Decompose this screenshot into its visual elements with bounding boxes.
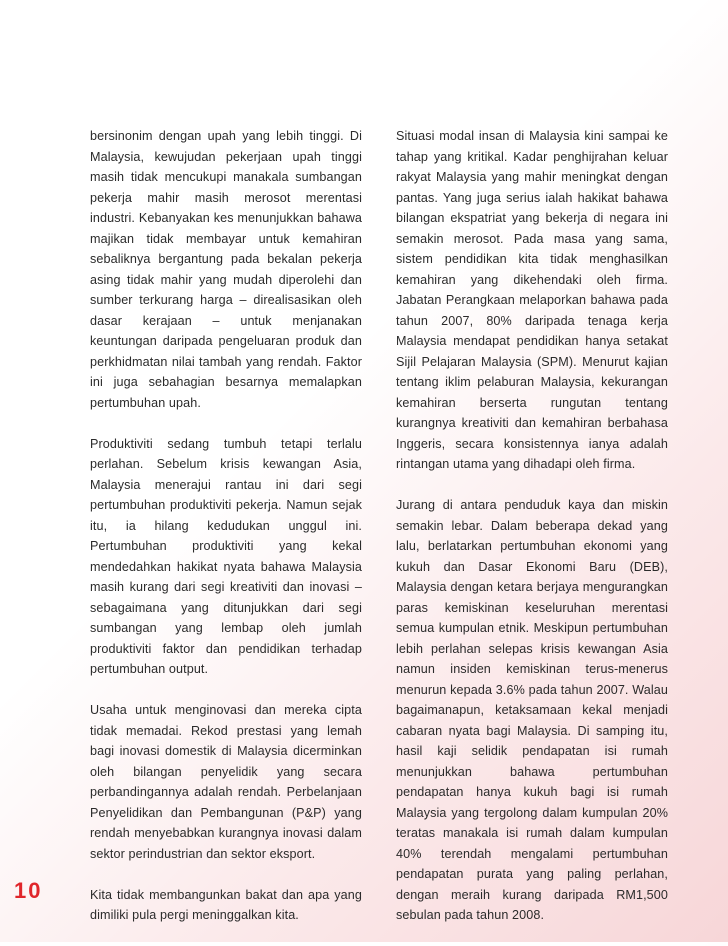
paragraph: Jurang di antara penduduk kaya dan miskin semakin lebar. Dalam beberapa dekad yang lalu, berlatarkan pertumbuhan ekonomi yang kukuh dan Dasar Ekonomi Baru (DEB), Malaysia dengan ketara berjaya mengurangkan paras kemiskinan keseluruhan merentasi semua kumpulan etnik. Meskipun pertumbuhan lebih perlahan selepas krisis kewangan Asia namun insiden kemiskinan terus-menerus menurun kepada 3.6% pada tahun 2007. Walau bagaimanapun, ketaksamaan kekal menjadi cabaran nyata bagi Malaysia. Di samping itu, hasil kaji selidik pendapatan isi rumah menunjukkan bahawa pertumbuhan pendapatan hanya kukuh bagi isi rumah Malaysia yang tergolong dalam kumpulan 20% teratas manakala isi rumah dalam kumpulan 40% terendah mengalami pertumbuhan pendapatan purata yang paling perlahan, dengan meraih kurang daripada RM1,500 sebulan pada tahun 2008. bbox=[396, 498, 668, 922]
paragraph: Kita tidak membangunkan bakat dan apa yang dimiliki pula pergi meninggalkan kita. bbox=[90, 887, 362, 922]
paragraph: Produktiviti sedang tumbuh tetapi terlalu perlahan. Sebelum krisis kewangan Asia, Malaysia menerajui rantau ini dari segi pertumbuhan produktiviti pekerja. Namun sejak itu, ia hilang kedudukan unggul ini. Pertumbuhan produktiviti yang kekal mendedahkan hakikat nyata bahawa Malaysia masih kurang dari segi kreativiti dan inovasi – sebagaimana yang ditunjukkan dari segi sumbangan yang lembap oleh jumlah produktiviti faktor dan pendidikan terhadap pertumbuhan output. bbox=[90, 436, 362, 676]
left-text-column bbox=[90, 126, 362, 946]
paragraph: bersinonim dengan upah yang lebih tinggi. Di Malaysia, kewujudan pekerjaan upah tinggi masih tidak mencukupi manakala sumbangan pekerja mahir masih merosot merentasi industri. Kebanyakan kes menunjukkan bahawa majikan tidak membayar untuk kemahiran sebaliknya bergantung pada bekalan pekerja asing tidak mahir yang mudah diperolehi dan sumber terkurang harga – direalisasikan oleh dasar kerajaan – untuk menjanakan keuntungan daripada pengeluaran produk dan perkhidmatan nilai tambah yang rendah. Faktor ini juga sebahagian besarnya memalapkan pertumbuhan upah. bbox=[90, 129, 362, 410]
paragraph: Situasi modal insan di Malaysia kini sampai ke tahap yang kritikal. Kadar penghijrahan keluar rakyat Malaysia yang mahir meningkat dengan pantas. Yang juga serius ialah hakikat bahawa bilangan ekspatriat yang bekerja di negara ini semakin merosot. Pada masa yang sama, sistem pendidikan kita tidak menghasilkan kemahiran yang dikehendaki oleh firma. Jabatan Perangkaan melaporkan bahawa pada tahun 2007, 80% daripada tenaga kerja Malaysia mendapat pendidikan hanya setakat Sijil Pelajaran Malaysia (SPM). Menurut kajian tentang iklim pelaburan Malaysia, kekurangan kemahiran berserta rungutan tentang kurangnya kreativiti dan kemahiran berbahasa Inggeris, secara konsistennya ianya adalah rintangan utama yang dihadapi oleh firma. bbox=[396, 129, 668, 471]
right-text-column bbox=[396, 126, 668, 946]
paragraph: Usaha untuk menginovasi dan mereka cipta tidak memadai. Rekod prestasi yang lemah bagi inovasi domestik di Malaysia dicerminkan oleh bilangan penyelidik yang secara perbandingannya adalah rendah. Perbelanjaan Penyelidikan dan Pembangunan (P&P) yang rendah menyebabkan kurangnya inovasi dalam sektor perindustrian dan sektor eksport. bbox=[90, 703, 362, 861]
page-number: 10 bbox=[14, 878, 43, 903]
